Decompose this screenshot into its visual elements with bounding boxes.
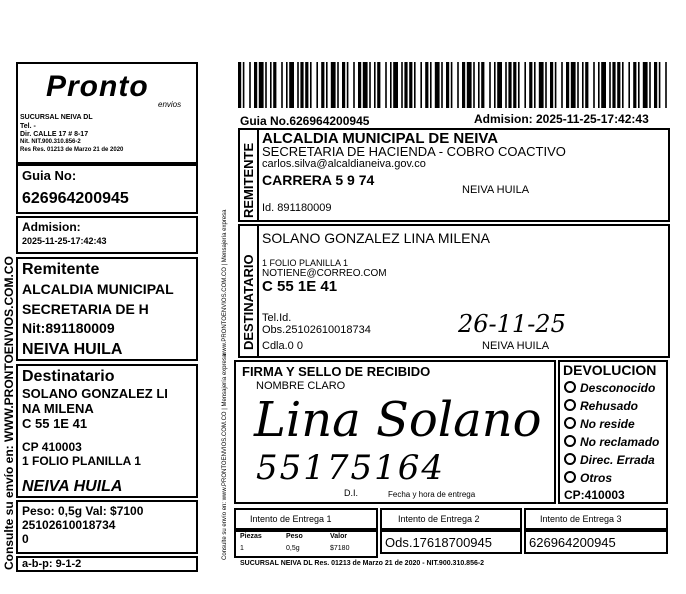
stub-guia-label: Guia No: (22, 168, 77, 183)
branch-line-3: Dir. CALLE 17 # 8-17 (20, 131, 89, 138)
firma-title: FIRMA Y SELLO DE RECIBIDO (242, 364, 431, 379)
guia-repeat-box (524, 530, 668, 554)
devolucion-title: DEVOLUCION (563, 362, 657, 378)
stub-remitente-label: Remitente (22, 261, 100, 278)
devolucion-cp: CP:410003 (564, 488, 625, 502)
stub-zero: 0 (22, 532, 29, 546)
intento-1-box (234, 508, 378, 530)
ods-box (380, 530, 522, 554)
destinatario-tel: Tel.Id. (262, 312, 292, 324)
intento-1-label: Intento de Entrega 1 (250, 514, 332, 524)
stub-folio: 1 FOLIO PLANILLA 1 (22, 454, 141, 468)
side-small-text-2: Consulte su envío en: www.PRONTOENVIOS.COM.CO | Mensajería expresa (222, 353, 228, 560)
stub-destinatario-line-2: NA MILENA (22, 401, 94, 416)
footer-text: SUCURSAL NEIVA DL Res. 01213 de Marzo 21 de 2020 - NIT.900.310.856-2 (240, 560, 485, 567)
stub-footer-code: a-b-p: 9-1-2 (22, 558, 82, 570)
stub-guia-box (16, 164, 198, 214)
table-header-piezas: Piezas (240, 533, 262, 540)
handwritten-date: 26-11-25 (458, 310, 566, 338)
table-header-peso: Peso (286, 533, 303, 540)
stub-remitente-line-2: SECRETARIA DE H (22, 301, 149, 317)
pronto-logo: Pronto (46, 70, 149, 103)
branch-line-1: SUCURSAL NEIVA DL (20, 114, 93, 121)
branch-line-5: Res Res. 01213 de Marzo 21 de 2020 (20, 147, 124, 153)
destinatario-name: SOLANO GONZALEZ LINA MILENA (262, 230, 490, 246)
devolucion-option-no-reclamado[interactable]: No reclamado (564, 435, 659, 449)
remitente-vlabel: REMITENTE (241, 142, 256, 218)
devolucion-box (558, 360, 668, 504)
stub-dest-city: NEIVA HUILA (22, 478, 123, 495)
stub-destinatario-line-1: SOLANO GONZALEZ LI (22, 386, 168, 401)
stub-admision-box (16, 216, 198, 254)
remitente-dept: SECRETARIA DE HACIENDA - COBRO COACTIVO (262, 144, 566, 159)
firma-sub: NOMBRE CLARO (256, 380, 346, 392)
admision-header: Admision: 2025-11-25-17:42:43 (474, 112, 649, 126)
remitente-id: Id. 891180009 (262, 202, 332, 214)
destinatario-box (238, 224, 670, 358)
firma-footer-date: Fecha y hora de entrega (388, 490, 476, 499)
destinatario-vlabel: DESTINATARIO (241, 254, 256, 350)
destinatario-city: NEIVA HUILA (482, 340, 550, 352)
side-small-text: www.PRONTOENVIOS.COM.CO | Mensajería expresa (222, 209, 228, 356)
remitente-box (238, 128, 670, 222)
side-url-text: Consulte su envío en: WWW.PRONTOENVIOS.COM.CO (2, 256, 16, 570)
stub-destinatario-box (16, 364, 198, 498)
destinatario-folio: 1 FOLIO PLANILLA 1 (262, 258, 349, 268)
stub-remitente-box (16, 257, 198, 361)
table-value-peso: 0,5g (286, 545, 300, 552)
stub-guia-number: 626964200945 (22, 190, 129, 207)
destinatario-cdla: Cdla.0 0 (262, 340, 303, 352)
stub-admision-value: 2025-11-25-17:42:43 (22, 236, 107, 246)
stub-footer-box (16, 556, 198, 572)
intento-3-label: Intento de Entrega 3 (540, 514, 622, 524)
stub-ref: 25102610018734 (22, 518, 116, 532)
destinatario-address: C 55 1E 41 (262, 278, 338, 295)
intento-3-box (524, 508, 668, 530)
ods-value: Ods.17618700945 (385, 535, 492, 550)
table-value-valor: $7180 (330, 545, 350, 552)
signature-number: 55175164 (256, 448, 446, 488)
destinatario-email: NOTIENE@CORREO.COM (262, 268, 387, 279)
piezas-table-box (234, 530, 378, 558)
pronto-logo-sub: envios (158, 100, 182, 109)
stub-cp: CP 410003 (22, 440, 82, 454)
guia-header: Guia No.626964200945 (240, 114, 370, 128)
guia-repeat-value: 626964200945 (529, 535, 616, 550)
stub-remitente-line-3: Nit:891180009 (22, 320, 115, 336)
branch-line-4: Nit. NIT.900.310.856-2 (20, 139, 81, 145)
table-value-piezas: 1 (240, 545, 244, 552)
firma-footer-cc: D.I. (344, 488, 359, 498)
barcode (238, 62, 670, 114)
remitente-address: CARRERA 5 9 74 (262, 172, 375, 188)
devolucion-option-desconocido[interactable]: Desconocido (564, 381, 655, 395)
remitente-city: NEIVA HUILA (462, 184, 530, 196)
devolucion-option-otros[interactable]: Otros (564, 471, 612, 485)
stub-remitente-line-1: ALCALDIA MUNICIPAL (22, 281, 174, 297)
stub-logo-box (16, 62, 198, 164)
devolucion-option-direc-errada[interactable]: Direc. Errada (564, 453, 655, 467)
remitente-email: carlos.silva@alcaldianeiva.gov.co (262, 158, 426, 170)
remitente-name: ALCALDIA MUNICIPAL DE NEIVA (262, 130, 499, 147)
devolucion-option-rehusado[interactable]: Rehusado (564, 399, 638, 413)
table-header-valor: Valor (330, 533, 348, 540)
branch-line-2: Tel. - (20, 123, 36, 130)
intento-2-label: Intento de Entrega 2 (398, 514, 480, 524)
intento-2-box (380, 508, 522, 530)
stub-destinatario-label: Destinatario (22, 368, 115, 385)
stub-remitente-line-4: NEIVA HUILA (22, 341, 123, 358)
destinatario-obs: Obs.25102610018734 (262, 324, 371, 336)
devolucion-option-no-reside[interactable]: No reside (564, 417, 635, 431)
firma-box (234, 360, 556, 504)
stub-peso: Peso: 0,5g Val: $7100 (22, 504, 144, 518)
stub-admision-label: Admision: (22, 220, 81, 234)
stub-destinatario-line-3: C 55 1E 41 (22, 416, 88, 431)
stub-peso-box (16, 500, 198, 554)
signature-text: Lina Solano (254, 392, 542, 448)
